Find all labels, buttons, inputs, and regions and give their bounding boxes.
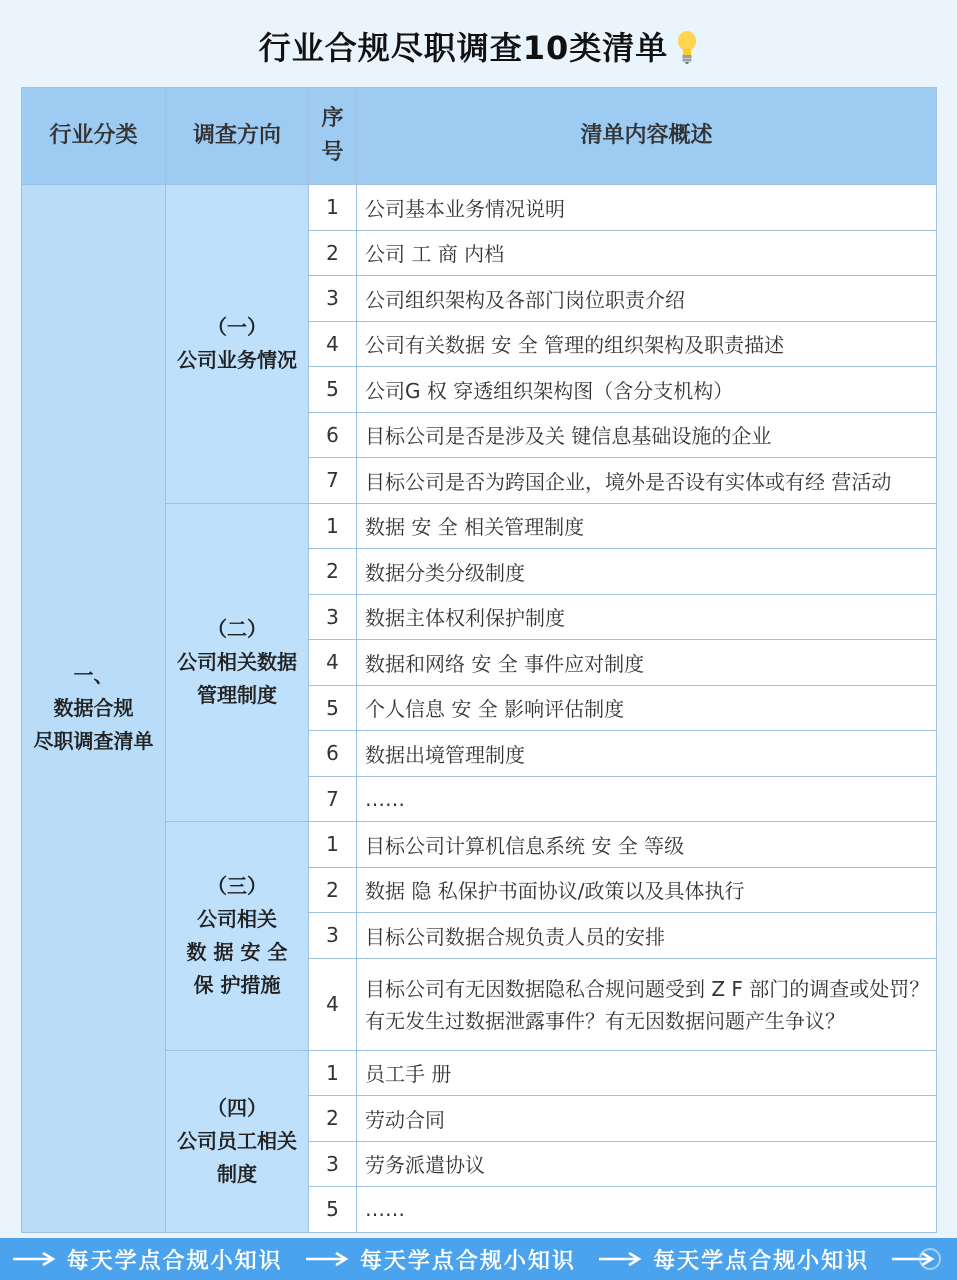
category-line: 一、 [73,662,114,687]
footer-segment [11,1244,283,1275]
row-content: 劳务派遣协议 [357,1141,937,1187]
direction-line: （一） [207,314,267,339]
row-content: 目标公司计算机信息系统 安 全 等级 [357,822,937,868]
row-content: 目标公司是否为跨国企业，境外是否设有实体或有经 营活动 [357,458,937,504]
header-direction: 调查方向 [166,88,309,185]
row-number: 2 [309,1096,357,1142]
footer-slogan: 每天学点合规小知识 [653,1248,870,1274]
arrow-right-icon [11,1251,57,1267]
footer-slogan: 每天学点合规小知识 [359,1248,576,1274]
row-content: 个人信息 安 全 影响评估制度 [357,685,937,731]
arrow-right-icon [597,1251,643,1267]
footer-segment [304,1244,576,1275]
page-title-text: 行业合规尽职调查10类清单 [258,29,669,67]
row-content: 劳动合同 [357,1096,937,1142]
row-content: 数据分类分级制度 [357,549,937,595]
table-row [22,185,937,231]
header-category: 行业分类 [22,88,166,185]
row-number: 3 [309,1141,357,1187]
direction-line: （四） [207,1095,267,1120]
row-number: 5 [309,1187,357,1233]
direction-line: 公司员工相关 [177,1128,297,1153]
row-number: 6 [309,731,357,777]
row-number: 3 [309,594,357,640]
checklist-table [21,87,936,1234]
category-cell [22,185,166,1233]
row-content: 数据主体权利保护制度 [357,594,937,640]
footer-banner [0,1238,957,1280]
page-title [0,22,957,74]
row-number: 3 [309,276,357,322]
row-content: 公司 工 商 内档 [357,230,937,276]
direction-line: 公司相关数据 [177,649,297,674]
direction-cell [166,185,309,504]
row-content: 员工手 册 [357,1050,937,1096]
row-content: …… [357,1187,937,1233]
direction-cell [166,1050,309,1232]
row-number: 1 [309,185,357,231]
row-number: 5 [309,685,357,731]
row-content: 目标公司是否是涉及关 键信息基础设施的企业 [357,412,937,458]
row-number: 5 [309,367,357,413]
row-number: 1 [309,1050,357,1096]
row-number: 2 [309,549,357,595]
direction-line: 公司相关 [197,906,277,931]
direction-line: 管理制度 [197,682,277,707]
row-number: 4 [309,640,357,686]
row-content: 公司有关数据 安 全 管理的组织架构及职责描述 [357,321,937,367]
direction-line: （二） [207,616,267,641]
direction-cell [166,503,309,822]
header-number: 序 号 [309,88,357,185]
row-number: 1 [309,503,357,549]
row-number: 4 [309,958,357,1050]
row-number: 6 [309,412,357,458]
row-number: 7 [309,776,357,822]
row-content: 公司基本业务情况说明 [357,185,937,231]
footer-slogan: 每天学点合规小知识 [66,1248,283,1274]
row-content: 公司组织架构及各部门岗位职责介绍 [357,276,937,322]
row-content: 数据 隐 私保护书面协议/政策以及具体执行 [357,867,937,913]
row-content: 目标公司有无因数据隐私合规问题受到 Z F 部门的调查或处罚？有无发生过数据泄露事件？有无因数据问题产生争议？ [357,958,937,1050]
row-number: 4 [309,321,357,367]
category-line: 尽职调查清单 [33,728,154,753]
row-number: 2 [309,230,357,276]
direction-line: 数 据 安 全 [186,939,288,964]
lightbulb-icon [676,29,698,65]
direction-line: 保 护措施 [193,972,281,997]
row-number: 1 [309,822,357,868]
direction-line: 制度 [217,1161,257,1186]
arrow-right-icon [304,1251,350,1267]
category-line: 数据合规 [53,695,134,720]
row-content: 目标公司数据合规负责人员的安排 [357,913,937,959]
header-content: 清单内容概述 [357,88,937,185]
row-content: 数据和网络 安 全 事件应对制度 [357,640,937,686]
row-content: 数据 安 全 相关管理制度 [357,503,937,549]
row-content: 公司G 权 穿透组织架构图（含分支机构） [357,367,937,413]
row-content: …… [357,776,937,822]
direction-line: 公司业务情况 [177,347,297,372]
row-content: 数据出境管理制度 [357,731,937,777]
direction-line: （三） [207,873,267,898]
direction-cell [166,822,309,1051]
row-number: 3 [309,913,357,959]
footer-segment [597,1244,869,1275]
row-number: 2 [309,867,357,913]
row-number: 7 [309,458,357,504]
decorative-circle-icon [919,1248,941,1270]
